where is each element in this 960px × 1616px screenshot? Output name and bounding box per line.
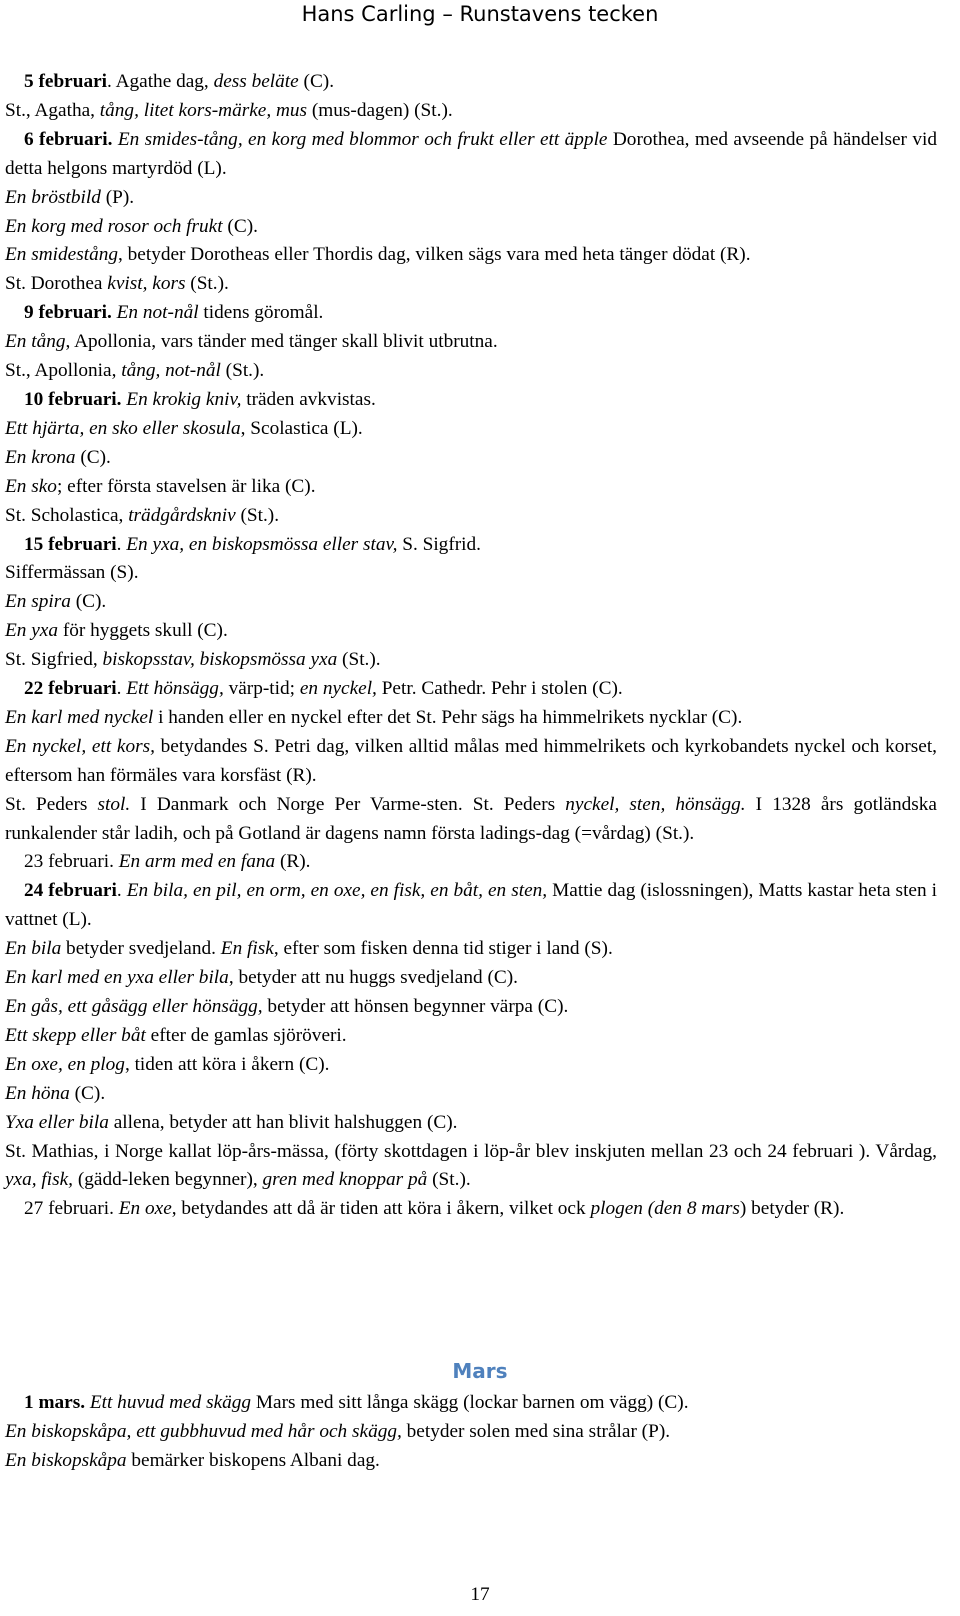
paragraph-hona — [5, 1080, 937, 1109]
symbol-term: En krona — [5, 446, 76, 468]
paragraph-en-tang — [5, 328, 937, 357]
date-heading: 24 februari — [24, 880, 117, 902]
text-run: betyder att hönsen begynner värpa (C). — [262, 996, 569, 1017]
text-run: , Scolastica (L). — [240, 417, 363, 439]
paragraph-15-feb — [5, 531, 937, 560]
paragraph-karl-nyckel — [5, 704, 937, 733]
paragraph-24-feb — [5, 877, 937, 935]
text-run: (C). — [70, 591, 107, 613]
mars-section-body — [5, 1389, 937, 1476]
text-run: , betydandes att då är tiden att köra i åkern, vilket ock — [171, 1198, 591, 1220]
symbol-term: En arm med en fana — [118, 851, 276, 873]
text-run: Dorothea, med avseende på händelser vid detta helgons martyrdöd (L). — [5, 128, 937, 179]
page-number: 17 — [470, 1584, 490, 1605]
text-run: Siffermässan (S). — [5, 562, 139, 584]
text-run: , betyder Dorotheas eller Thordis dag, vilken sägs vara med heta tänger dödat (R). — [118, 244, 751, 266]
paragraph-en-yxa — [5, 617, 937, 646]
text-run: S. Sigfrid. — [397, 533, 481, 555]
text-run: St. Mathias, i Norge kallat löp-års-mässa, (förty skottdagen i löp-år blev inskjuten mellan 23 och 24 februari ). Vårdag, — [5, 1140, 937, 1162]
text-run: . — [116, 678, 127, 700]
symbol-term: Ett hönsägg, — [126, 678, 224, 700]
text-run: 23 februari. — [24, 851, 119, 873]
paragraph-st-dorothea — [5, 270, 937, 299]
text-run: (St.). — [185, 273, 229, 295]
paragraph-karl-yxa — [5, 964, 937, 993]
paragraph-st-scholastica — [5, 502, 937, 531]
symbol-term: gren med knoppar på — [262, 1169, 428, 1191]
text-run: St. Scholastica, — [5, 504, 129, 526]
paragraph-6-feb — [5, 126, 937, 184]
text-run: Petr. Cathedr. Pehr i stolen (C). — [376, 678, 623, 700]
paragraph-bila-fisk — [5, 935, 937, 964]
symbol-term: En bila — [5, 938, 62, 960]
symbol-term: En spira — [5, 591, 71, 613]
symbol-term: En korg med rosor och frukt — [5, 215, 223, 237]
text-run: värp-tid; — [223, 678, 300, 700]
text-run: Mars med sitt långa skägg (lockar barnen om vägg) (C). — [251, 1392, 689, 1413]
text-run: efter de gamlas sjöröveri. — [145, 1024, 347, 1046]
text-run: St., Apollonia, — [5, 360, 122, 382]
text-run: (St.). — [337, 649, 381, 671]
symbol-term: En sko — [5, 475, 57, 497]
paragraph-krona — [5, 444, 937, 473]
paragraph-9-feb — [5, 299, 937, 328]
symbol-term: En karl med nyckel — [5, 706, 154, 728]
symbol-term: En not-nål — [116, 302, 199, 324]
text-run: betyder solen med sina strålar (P). — [401, 1420, 671, 1442]
symbol-term: Ett skepp eller båt — [5, 1024, 146, 1046]
paragraph-smidestang — [5, 241, 937, 270]
text-run: (C). — [222, 215, 258, 237]
paragraph-gas-hons — [5, 993, 937, 1022]
symbol-term: En bröstbild — [5, 186, 101, 208]
date-heading: 1 mars. — [24, 1392, 86, 1413]
paragraph-siffermassan — [5, 559, 937, 588]
text-run: (C). — [69, 1082, 106, 1104]
text-run: (mus-dagen) (St.). — [307, 99, 453, 121]
symbol-term: yxa, fisk, — [5, 1169, 73, 1191]
text-run: , tiden att köra i åkern (C). — [124, 1053, 330, 1075]
symbol-term: trädgårdskniv — [128, 504, 236, 526]
symbol-term: En höna — [5, 1082, 70, 1104]
text-run: träden avkvistas. — [241, 388, 376, 410]
symbol-term: En bila, en pil, en orm, en oxe, en fisk, en båt, en sten, — [126, 880, 548, 902]
symbol-term: En smides-tång, en korg med blommor och frukt eller ett äpple — [117, 128, 608, 150]
symbol-term: stol. — [97, 793, 131, 815]
paragraph-nyckel-kors — [5, 733, 937, 791]
text-run: (P). — [100, 186, 135, 208]
paragraph-biskopskapa-albani — [5, 1447, 937, 1476]
text-run: St., Agatha, — [5, 99, 100, 121]
symbol-term: En fisk — [220, 938, 274, 960]
symbol-term: dess beläte — [213, 71, 299, 92]
symbol-term: En oxe — [118, 1198, 172, 1220]
symbol-term: Ett huvud med skägg — [89, 1392, 252, 1413]
text-run: (St.). — [220, 360, 265, 382]
text-run: , Apollonia, vars tänder med tänger skall blivit utbrutna. — [65, 331, 498, 353]
paragraph-st-agatha — [5, 97, 937, 126]
symbol-term: plogen (den 8 mars — [590, 1198, 740, 1220]
paragraph-biskopskapa-solen — [5, 1418, 937, 1447]
text-run: St. Sigfried, — [5, 649, 103, 671]
symbol-term: tång, not-nål — [121, 360, 221, 382]
paragraph-st-sigfried — [5, 646, 937, 675]
symbol-term: tång, litet kors-märke, mus — [99, 99, 308, 121]
paragraph-10-feb — [5, 386, 937, 415]
text-run: , betyder att nu huggs svedjeland (C). — [228, 967, 518, 989]
text-run: (C). — [75, 446, 111, 468]
text-run: St. Dorothea — [5, 273, 108, 295]
symbol-term: En gås, ett gåsägg eller hönsägg, — [5, 996, 263, 1017]
paragraph-27-feb — [5, 1195, 937, 1224]
symbol-term: En karl med en yxa eller bila — [5, 967, 229, 989]
text-run: . — [116, 880, 127, 902]
paragraph-oxe-plog — [5, 1051, 937, 1080]
paragraph-st-apollonia — [5, 357, 937, 386]
paragraph-brostbild — [5, 184, 937, 213]
text-run: . Agathe dag, — [107, 71, 214, 92]
text-run: I Danmark och Norge Per Varme-sten. St. Peders — [130, 793, 566, 815]
symbol-term: En oxe, en plog — [5, 1053, 125, 1075]
page-header: Hans Carling – Runstavens tecken — [301, 2, 659, 26]
date-heading: 15 februari — [24, 533, 117, 555]
paragraph-22-feb — [5, 675, 937, 704]
text-run: (C). — [298, 71, 335, 92]
text-run: betyder svedjeland. — [61, 938, 221, 960]
symbol-term: En yxa, en biskopsmössa eller stav, — [126, 533, 398, 555]
section-heading-mars: Mars — [452, 1359, 508, 1383]
symbol-term: en nyckel, — [299, 678, 377, 700]
symbol-term: kvist, kors — [107, 273, 186, 295]
date-heading: 22 februari — [24, 678, 117, 700]
paragraph-hjarta-sko — [5, 415, 937, 444]
text-run: betydandes S. Petri dag, vilken alltid målas med himmelrikets och kyrkobandets nyckel och korset, eftersom han förmäles vara korsfäst (R). — [5, 735, 937, 786]
text-run: för hyggets skull (C). — [58, 620, 228, 642]
symbol-term: En tång — [5, 331, 66, 353]
paragraph-1-mars — [5, 1389, 937, 1418]
text-run: , efter som fisken denna tid stiger i land (S). — [273, 938, 613, 960]
text-run: I 1328 års gotländska runkalender står ladih, och på Gotland är dagens namn första ladings-dag (=vårdag) (St.). — [5, 793, 937, 844]
text-run: St. Peders — [5, 793, 98, 815]
text-run: tidens göromål. — [198, 302, 324, 324]
text-run: i handen eller en nyckel efter det St. Pehr sägs ha himmelrikets nycklar (C). — [153, 706, 743, 728]
symbol-term: En yxa — [5, 620, 58, 642]
text-run: Mattie dag (islossningen), Matts kastar heta sten i vattnet (L). — [5, 880, 938, 931]
symbol-term: Yxa eller bila — [5, 1111, 109, 1133]
paragraph-st-mathias — [5, 1138, 937, 1196]
date-heading: 6 februari. — [24, 128, 113, 150]
text-run: bemärker biskopens Albani dag. — [126, 1449, 380, 1471]
text-run: ; efter första stavelsen är lika (C). — [56, 475, 316, 497]
text-run: allena, betyder att han blivit halshuggen (C). — [108, 1111, 458, 1133]
paragraph-yxa-bila — [5, 1109, 937, 1138]
text-run: . — [116, 533, 127, 555]
symbol-term: nyckel, sten, hönsägg. — [565, 793, 746, 815]
text-run: (gädd-leken begynner), — [73, 1169, 263, 1191]
symbol-term: En krokig kniv, — [126, 388, 242, 410]
symbol-term: En nyckel, ett kors, — [5, 735, 155, 757]
symbol-term: En smidestång — [5, 244, 119, 266]
symbol-term: En biskopskåpa, ett gubbhuvud med hår och skägg, — [5, 1420, 402, 1442]
paragraph-en-sko — [5, 473, 937, 502]
text-run: 27 februari. — [24, 1198, 119, 1220]
paragraph-skepp — [5, 1022, 937, 1051]
date-heading: 9 februari. — [24, 302, 112, 324]
paragraph-spira — [5, 588, 937, 617]
date-heading: 5 februari — [24, 71, 107, 92]
document-body — [5, 68, 937, 1224]
symbol-term: biskopsstav, biskopsmössa yxa — [102, 649, 338, 671]
paragraph-23-feb — [5, 848, 937, 877]
paragraph-korg-rosor — [5, 213, 937, 242]
date-heading: 10 februari. — [24, 388, 122, 410]
text-run: (R). — [275, 851, 311, 873]
paragraph-st-peders — [5, 791, 937, 849]
text-run: ) betyder (R). — [739, 1198, 845, 1220]
text-run: (St.). — [427, 1169, 471, 1191]
symbol-term: Ett hjärta, en sko eller skosula — [5, 417, 241, 439]
text-run: (St.). — [235, 504, 280, 526]
paragraph-5-feb — [5, 68, 937, 97]
symbol-term: En biskopskåpa — [5, 1449, 127, 1471]
